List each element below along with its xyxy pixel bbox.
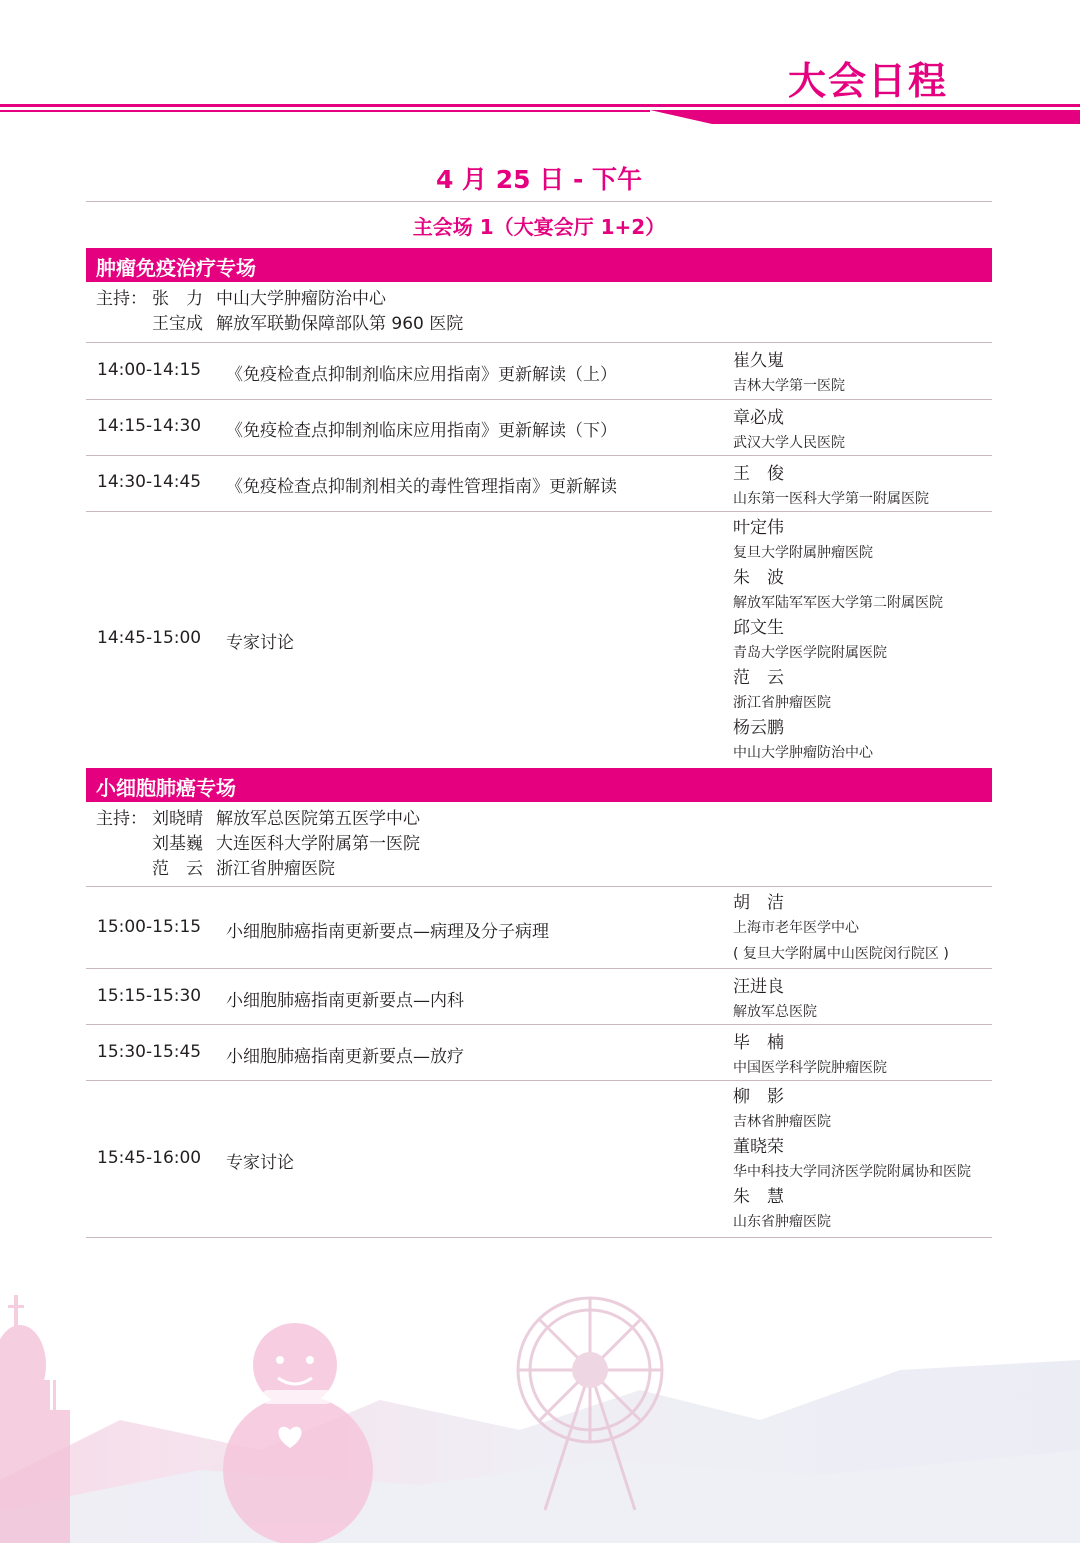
row-topic: 小细胞肺癌指南更新要点—放疗 [226, 1047, 464, 1067]
host-line [96, 287, 463, 312]
host-org: 中山大学肿瘤防治中心 [216, 289, 386, 309]
speaker-org-detail: ( 复旦大学附属中山医院闵行院区 ) [733, 946, 949, 962]
row-time: 14:45-15:00 [97, 628, 202, 648]
host-org: 解放军联勤保障部队第 960 医院 [216, 314, 464, 334]
speaker-name: 毕 楠 [733, 1033, 784, 1053]
row-speakers [733, 406, 991, 456]
speaker-name: 王 俊 [733, 464, 784, 484]
row-speakers [733, 516, 991, 766]
row-topic: 专家讨论 [226, 1153, 294, 1173]
speaker-org: 解放军总医院 [733, 1004, 817, 1020]
row-topic: 专家讨论 [226, 633, 294, 653]
row-time: 14:15-14:30 [97, 416, 202, 436]
row-time: 15:00-15:15 [97, 917, 202, 937]
row-topic: 《免疫检查点抑制剂相关的毒性管理指南》更新解读 [226, 477, 617, 497]
speaker-org: 青岛大学医学院附属医院 [733, 645, 887, 661]
host-org: 解放军总医院第五医学中心 [216, 809, 420, 829]
host-org: 大连医科大学附属第一医院 [216, 834, 420, 854]
venue-title: 主会场 1（大宴会厅 1+2） [412, 215, 666, 239]
day-title: 4 月 25 日 - 下午 [435, 165, 643, 194]
host-name: 王宝成 [152, 314, 203, 334]
session-bar-immunotherapy [86, 248, 992, 282]
session-hosts [96, 287, 463, 337]
session-bar-sclc [86, 768, 992, 802]
row-speakers [733, 891, 991, 967]
schedule-row [86, 512, 992, 767]
host-name: 范 云 [152, 859, 203, 879]
host-name: 刘晓晴 [152, 809, 203, 829]
host-line [96, 312, 463, 337]
schedule-row [86, 1025, 992, 1081]
speaker-name: 章必成 [733, 408, 784, 428]
speaker-org: 解放军陆军军医大学第二附属医院 [733, 595, 943, 611]
speaker-org: 复旦大学附属肿瘤医院 [733, 545, 873, 561]
speaker-org: 山东省肿瘤医院 [733, 1214, 831, 1230]
speaker-name: 朱 慧 [733, 1187, 784, 1207]
session-title: 小细胞肺癌专场 [96, 776, 236, 800]
schedule-row [86, 343, 992, 400]
speaker-org: 中国医学科学院肿瘤医院 [733, 1060, 887, 1076]
row-speakers [733, 1085, 991, 1235]
host-line [96, 807, 420, 832]
schedule-row [86, 400, 992, 456]
speaker-org: 武汉大学人民医院 [733, 435, 845, 451]
row-time: 15:45-16:00 [97, 1148, 202, 1168]
speaker-name: 董晓荣 [733, 1137, 784, 1157]
speaker-org: 上海市老年医学中心 [733, 920, 859, 936]
host-line [96, 832, 420, 857]
row-speakers [733, 462, 991, 512]
row-time: 15:15-15:30 [97, 986, 202, 1006]
speaker-name: 杨云鹏 [733, 718, 784, 738]
schedule-row [86, 456, 992, 512]
speaker-org: 中山大学肿瘤防治中心 [733, 745, 873, 761]
speaker-name: 崔久嵬 [733, 351, 784, 371]
speaker-org: 华中科技大学同济医学院附属协和医院 [733, 1164, 971, 1180]
host-org: 浙江省肿瘤医院 [216, 859, 335, 879]
speaker-org: 浙江省肿瘤医院 [733, 695, 831, 711]
speaker-name: 叶定伟 [733, 518, 784, 538]
host-name: 刘基巍 [152, 834, 203, 854]
schedule-row [86, 887, 992, 969]
schedule-row [86, 1081, 992, 1238]
speaker-name: 范 云 [733, 668, 784, 688]
row-time: 15:30-15:45 [97, 1042, 202, 1062]
row-topic: 《免疫检查点抑制剂临床应用指南》更新解读（下） [226, 421, 617, 441]
session-hosts [96, 807, 420, 882]
host-line [96, 857, 420, 882]
divider [86, 201, 992, 202]
speaker-org: 山东第一医科大学第一附属医院 [733, 491, 929, 507]
schedule-row [86, 969, 992, 1025]
speaker-name: 胡 洁 [733, 893, 784, 913]
decorative-background-illustration [0, 1270, 1080, 1543]
host-name: 张 力 [152, 289, 203, 309]
session-title: 肿瘤免疫治疗专场 [96, 256, 256, 280]
host-label: 主持： [96, 289, 147, 309]
host-label: 主持： [96, 809, 147, 829]
speaker-org: 吉林大学第一医院 [733, 378, 845, 394]
speaker-name: 柳 影 [733, 1087, 784, 1107]
row-speakers [733, 975, 991, 1025]
speaker-name: 邱文生 [733, 618, 784, 638]
row-topic: 《免疫检查点抑制剂临床应用指南》更新解读（上） [226, 365, 617, 385]
header-rule [0, 98, 1080, 128]
speaker-name: 朱 波 [733, 568, 784, 588]
speaker-name: 汪进良 [733, 977, 784, 997]
row-topic: 小细胞肺癌指南更新要点—内科 [226, 991, 464, 1011]
row-speakers [733, 349, 991, 399]
speaker-org: 吉林省肿瘤医院 [733, 1114, 831, 1130]
page-header-title: 大会日程 [787, 59, 948, 103]
row-topic: 小细胞肺癌指南更新要点—病理及分子病理 [226, 922, 549, 942]
row-time: 14:00-14:15 [97, 360, 202, 380]
row-speakers [733, 1031, 991, 1081]
row-time: 14:30-14:45 [97, 472, 202, 492]
